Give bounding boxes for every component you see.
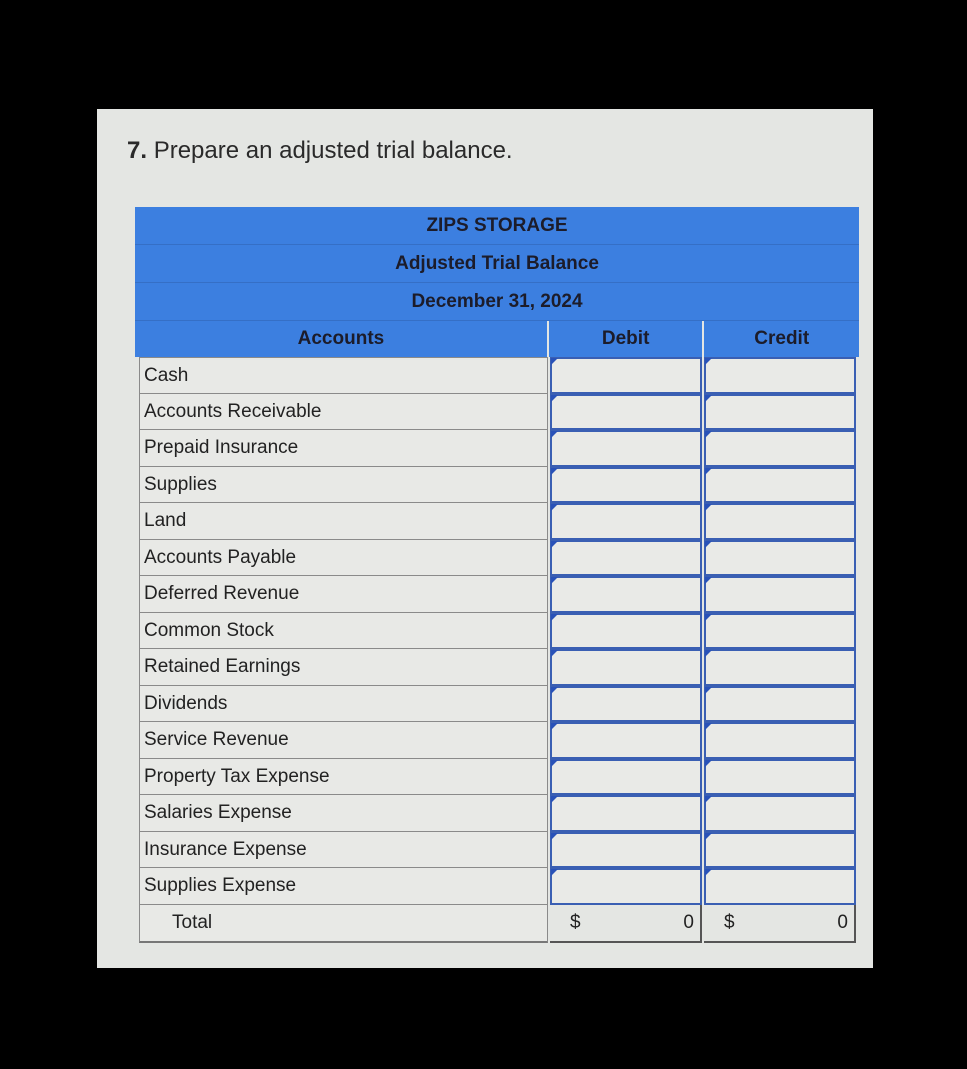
account-row (135, 686, 859, 723)
account-row (135, 868, 859, 905)
account-row (135, 357, 859, 394)
credit-input[interactable] (704, 868, 856, 905)
debit-input[interactable] (550, 576, 702, 613)
account-row (135, 613, 859, 650)
account-name: Land (139, 503, 548, 540)
account-name: Retained Earnings (139, 649, 548, 686)
credit-input[interactable] (704, 467, 856, 504)
account-name: Common Stock (139, 613, 548, 650)
account-name: Dividends (139, 686, 548, 723)
total-credit-value: 0 (837, 911, 848, 933)
debit-input[interactable] (550, 503, 702, 540)
account-row (135, 503, 859, 540)
credit-input[interactable] (704, 576, 856, 613)
debit-column-header: Debit (547, 321, 703, 357)
debit-input[interactable] (550, 430, 702, 467)
debit-input[interactable] (550, 795, 702, 832)
credit-input[interactable] (704, 613, 856, 650)
account-row (135, 394, 859, 431)
account-name: Supplies Expense (139, 868, 548, 905)
credit-input[interactable] (704, 686, 856, 723)
credit-input[interactable] (704, 722, 856, 759)
trial-balance-table (135, 207, 859, 943)
account-row (135, 540, 859, 577)
total-debit (550, 905, 702, 943)
total-debit-currency: $ (570, 911, 581, 933)
account-row (135, 832, 859, 869)
debit-input[interactable] (550, 832, 702, 869)
debit-input[interactable] (550, 540, 702, 577)
account-row (135, 795, 859, 832)
account-name: Supplies (139, 467, 548, 504)
debit-input[interactable] (550, 467, 702, 504)
statement-date: December 31, 2024 (135, 283, 859, 321)
credit-column-header: Credit (702, 321, 859, 357)
debit-input[interactable] (550, 394, 702, 431)
column-header-row (135, 321, 859, 357)
debit-input[interactable] (550, 686, 702, 723)
total-credit-currency: $ (724, 911, 735, 933)
credit-input[interactable] (704, 357, 856, 394)
debit-input[interactable] (550, 759, 702, 796)
account-row (135, 467, 859, 504)
credit-input[interactable] (704, 503, 856, 540)
total-row (135, 905, 859, 943)
credit-input[interactable] (704, 795, 856, 832)
credit-input[interactable] (704, 430, 856, 467)
account-name: Service Revenue (139, 722, 548, 759)
account-name: Accounts Payable (139, 540, 548, 577)
account-row (135, 430, 859, 467)
account-name: Accounts Receivable (139, 394, 548, 431)
credit-input[interactable] (704, 649, 856, 686)
credit-input[interactable] (704, 759, 856, 796)
credit-input[interactable] (704, 832, 856, 869)
account-name: Cash (139, 357, 548, 394)
question-text: Prepare an adjusted trial balance. (153, 137, 513, 164)
total-label: Total (139, 905, 548, 943)
debit-input[interactable] (550, 357, 702, 394)
debit-input[interactable] (550, 868, 702, 905)
account-row (135, 649, 859, 686)
account-row (135, 759, 859, 796)
account-name: Insurance Expense (139, 832, 548, 869)
total-debit-value: 0 (683, 911, 694, 933)
account-name: Deferred Revenue (139, 576, 548, 613)
total-credit (704, 905, 856, 943)
company-name: ZIPS STORAGE (135, 207, 859, 245)
account-row (135, 722, 859, 759)
question (127, 137, 513, 165)
account-name: Prepaid Insurance (139, 430, 548, 467)
accounts-column-header: Accounts (297, 328, 385, 349)
account-rows (135, 357, 859, 905)
debit-input[interactable] (550, 613, 702, 650)
credit-input[interactable] (704, 394, 856, 431)
account-row (135, 576, 859, 613)
debit-input[interactable] (550, 649, 702, 686)
debit-input[interactable] (550, 722, 702, 759)
worksheet-screen (97, 109, 873, 968)
account-name: Property Tax Expense (139, 759, 548, 796)
question-number: 7. (127, 137, 148, 164)
statement-title: Adjusted Trial Balance (135, 245, 859, 283)
credit-input[interactable] (704, 540, 856, 577)
account-name: Salaries Expense (139, 795, 548, 832)
